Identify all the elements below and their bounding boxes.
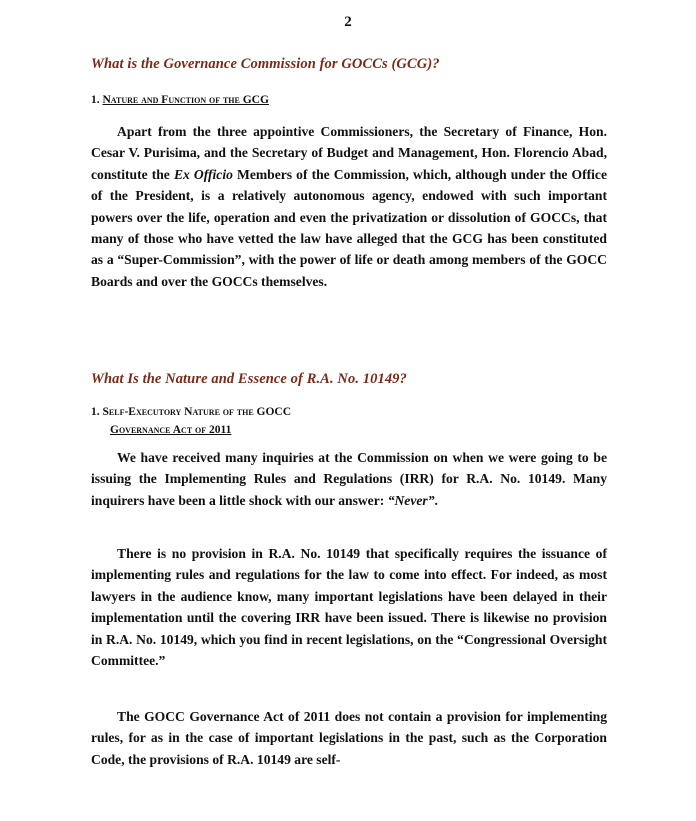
subheading-number: 1.: [91, 406, 100, 418]
subheading-title: Nature and Function of the GCG: [102, 94, 269, 106]
subheading-self-executory: [91, 403, 291, 439]
paragraph-end: .: [434, 492, 438, 508]
paragraph-emphasis-never: “Never”: [387, 492, 435, 508]
paragraph-gcg-commission: [91, 121, 607, 292]
paragraph-text-part2: Members of the Commission, which, although under the Office of the President, is a relatively autonomous agency, endowed with such important powers over the life, operation and even the privatization or dissolution of GOCCs, that many of those who have vetted the law have alleged that the GCG has been constituted as a “Super-Commission”, with the power of life or death among members of the GOCC Boards and over the GOCCs themselves.: [91, 166, 607, 289]
page-number: 2: [344, 14, 352, 30]
subheading-title-line2: Governance Act of 2011: [110, 424, 232, 436]
paragraph-emphasis-ex-officio: Ex Officio: [173, 166, 233, 182]
paragraph-text-part1: Apart from the three appointive Commissioners, the Secretary of Finance, Hon. Cesar V. Purisima, and the Secretary of Budget and Management, Hon. Florencio Abad, constitute the: [91, 124, 607, 182]
subheading-title-line1: Self-Executory Nature of the GOCC: [102, 406, 292, 418]
paragraph-governance-act: The GOCC Governance Act of 2011 does not contain a provision for implementing rules, for as in the case of important legislations in the past, such as the Corporation Code, the provisions of R.A. 10149 are self-: [91, 709, 607, 767]
paragraph-no-irr-provision: There is no provision in R.A. No. 10149 that specifically requires the issuance of implementing rules and regulations for the law to come into effect. For indeed, as most lawyers in the audience know, many important legislations have been delayed in their implementation until the covering IRR have been issued. There is likewise no provision in R.A. No. 10149, which you find in recent legislations, on the “Congressional Oversight Committee.”: [91, 546, 607, 669]
section-heading-ra-10149: What Is the Nature and Essence of R.A. No. 10149?: [91, 371, 407, 387]
subheading-number: 1.: [91, 94, 100, 106]
paragraph-irr-inquiries: [91, 447, 607, 511]
section-heading-gcg: What is the Governance Commission for GOCCs (GCG)?: [91, 56, 440, 72]
paragraph-text: We have received many inquiries at the Commission on when we were going to be issuing the Implementing Rules and Regulations (IRR) for R.A. No. 10149. Many inquirers have been a little shock with our answer:: [91, 450, 607, 508]
subheading-nature-function: [91, 91, 269, 109]
